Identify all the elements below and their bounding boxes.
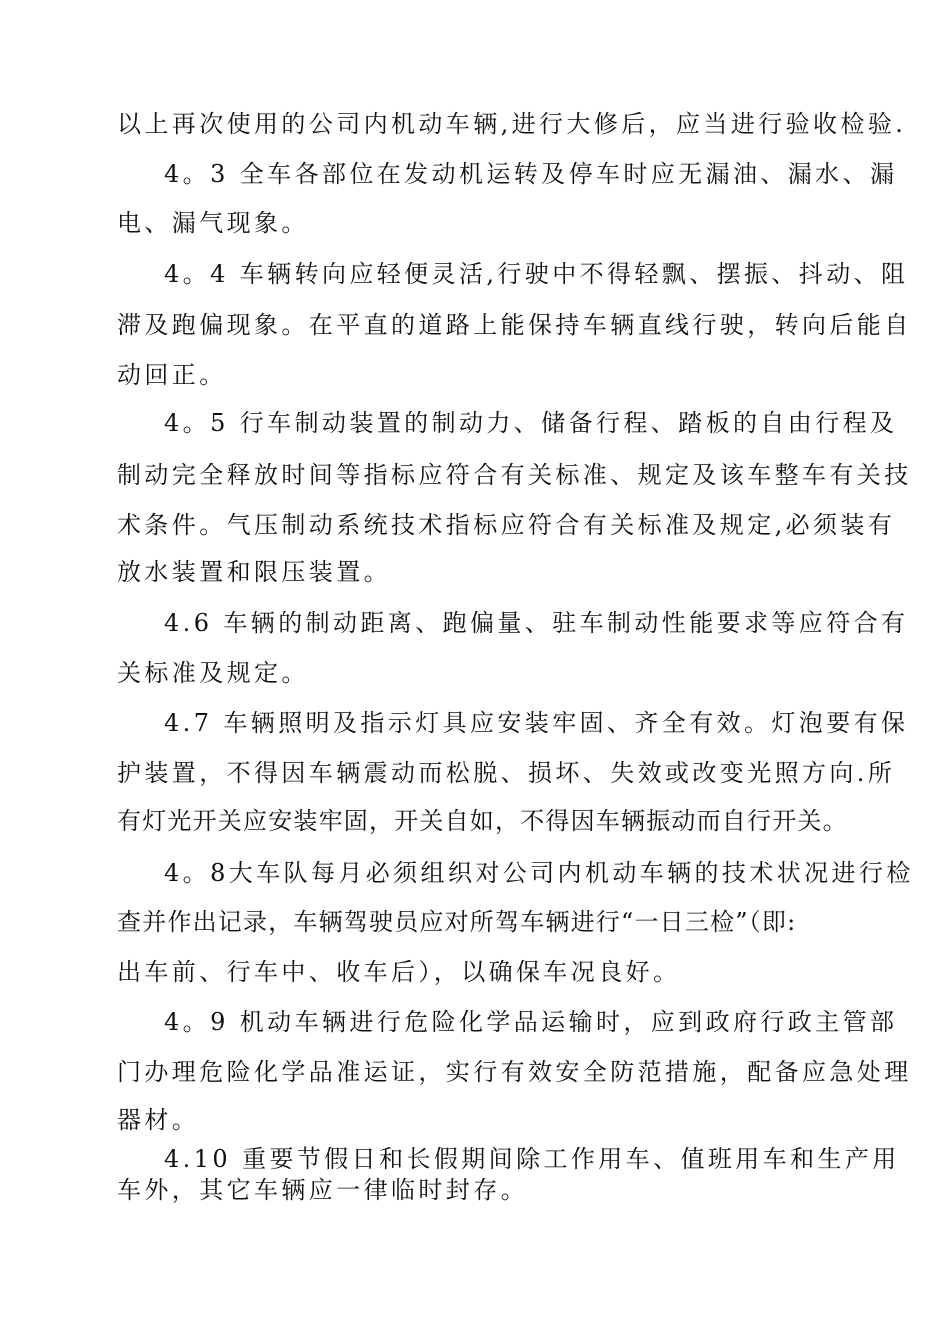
text-line: 术条件。气压制动系统技术指标应符合有关标准及规定,必须装有 [117, 511, 896, 539]
text-line: 护装置，不得因车辆震动而松脱、损坏、失效或改变光照方向.所 [117, 759, 896, 787]
paragraph-4-6-line: 4.6 车辆的制动距离、跑偏量、驻车制动性能要求等应符合有 [164, 609, 909, 637]
paragraph-4-9-line: 4。9 机动车辆进行危险化学品运输时，应到政府行政主管部 [164, 1008, 898, 1036]
paragraph-4-3-line: 4。3 全车各部位在发动机运转及停车时应无漏油、漏水、漏 [164, 160, 898, 188]
text-line: 车外，其它车辆应一律临时封存。 [117, 1176, 528, 1204]
text-line: 出车前、行车中、收车后），以确保车况良好。 [117, 958, 681, 986]
text-line: 放水装置和限压装置。 [117, 558, 391, 586]
paragraph-4-10-line: 4.10 重要节假日和长假期间除工作用车、值班用车和生产用 [164, 1145, 900, 1173]
text-line: 制动完全释放时间等指标应符合有关标准、规定及该车整车有关技 [117, 461, 912, 489]
text-line: 电、漏气现象。 [117, 209, 309, 237]
paragraph-4-5-line: 4。5 行车制动装置的制动力、储备行程、踏板的自由行程及 [164, 409, 898, 437]
text-line: 有灯光开关应安装牢固，开关自如，不得因车辆振动而自行开关。 [117, 807, 848, 835]
text-line: 查并作出记录，车辆驾驶员应对所驾车辆进行“一日三检”（即: [117, 908, 797, 936]
text-line: 器材。 [117, 1106, 200, 1134]
text-line: 动回正。 [117, 361, 227, 389]
text-line: 滞及跑偏现象。在平直的道路上能保持车辆直线行驶，转向后能自 [117, 311, 912, 339]
text-line: 门办理危险化学品准运证，实行有效安全防范措施，配备应急处理 [117, 1058, 912, 1086]
paragraph-4-4-line: 4。4 车辆转向应轻便灵活,行驶中不得轻飘、摆振、抖动、阻 [164, 260, 909, 288]
paragraph-4-7-line: 4.7 车辆照明及指示灯具应安装牢固、齐全有效。灯泡要有保 [164, 709, 909, 737]
paragraph-4-8-line: 4。8大车队每月必须组织对公司内机动车辆的技术状况进行检 [164, 859, 914, 887]
text-line: 以上再次使用的公司内机动车辆,进行大修后，应当进行验收检验. [117, 110, 907, 138]
text-line: 关标准及规定。 [117, 659, 309, 687]
